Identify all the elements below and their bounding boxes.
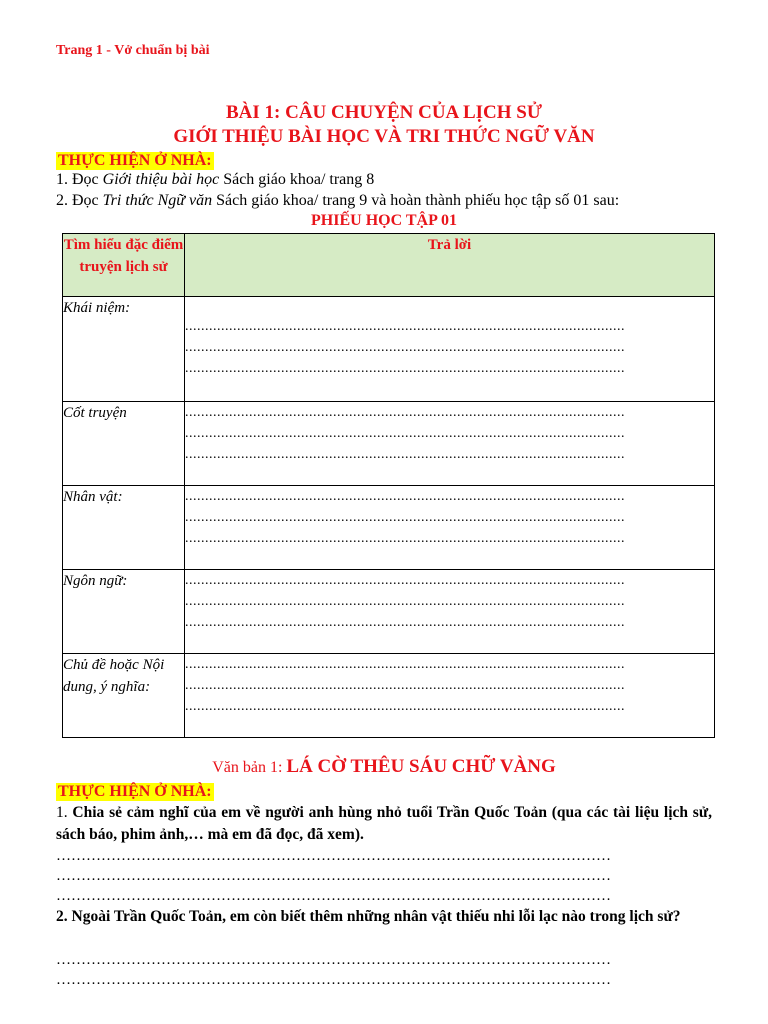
header-answer: Trả lời — [185, 234, 715, 297]
criteria-label: Ngôn ngữ: — [63, 570, 185, 654]
answer-dots: .............................................................................................................. — [185, 510, 625, 525]
answer-cell[interactable] — [185, 570, 715, 654]
table-row — [63, 570, 715, 654]
answer-dots: .............................................................................................................. — [185, 531, 625, 546]
table-row — [63, 654, 715, 738]
answer-cell[interactable] — [185, 402, 715, 486]
answer-dots: .............................................................................................................. — [185, 405, 625, 420]
table-row — [63, 486, 715, 570]
answer-line[interactable]: ………………………………………………………………………………………………… — [56, 888, 611, 904]
answer-cell[interactable] — [185, 654, 715, 738]
answer-dots: .............................................................................................................. — [185, 340, 625, 355]
answer-line[interactable]: ………………………………………………………………………………………………… — [56, 868, 611, 884]
lesson-subtitle: GIỚI THIỆU BÀI HỌC VÀ TRI THỨC NGỮ VĂN — [173, 126, 595, 147]
instruction-1: 1. Đọc Giới thiệu bài học Sách giáo khoa/ trang 8 — [56, 171, 375, 188]
answer-line[interactable]: ………………………………………………………………………………………………… — [56, 972, 611, 988]
worksheet-table — [62, 233, 715, 738]
page-tag: Trang 1 - Vở chuẩn bị bài — [56, 43, 210, 58]
answer-line[interactable]: ………………………………………………………………………………………………… — [56, 952, 611, 968]
worksheet-header-row — [63, 234, 715, 297]
criteria-label: Khái niệm: — [63, 297, 185, 402]
worksheet-title: PHIẾU HỌC TẬP 01 — [311, 212, 457, 229]
table-row — [63, 297, 715, 402]
question-1: 1. Chia sẻ cảm nghĩ của em về người anh hùng nhỏ tuổi Trần Quốc Toản (qua các tài liệu lịch sử, sách báo, phim ảnh,… mà em đã đọc, đã xem). — [56, 804, 712, 843]
home-task-label: THỰC HIỆN Ở NHÀ: — [58, 152, 212, 169]
criteria-label: Cốt truyện — [63, 402, 185, 486]
answer-dots: .............................................................................................................. — [185, 594, 625, 609]
answer-dots: .............................................................................................................. — [185, 426, 625, 441]
answer-cell[interactable] — [185, 486, 715, 570]
answer-dots: .............................................................................................................. — [185, 699, 625, 714]
answer-dots: .............................................................................................................. — [185, 657, 625, 672]
header-criteria: Tìm hiểu đặc điểm truyện lịch sử — [63, 234, 185, 297]
answer-cell[interactable] — [185, 297, 715, 402]
answer-dots: .............................................................................................................. — [185, 319, 625, 334]
table-row — [63, 402, 715, 486]
answer-dots: .............................................................................................................. — [185, 361, 625, 376]
answer-dots: .............................................................................................................. — [185, 489, 625, 504]
criteria-label: Nhân vật: — [63, 486, 185, 570]
answer-dots: .............................................................................................................. — [185, 678, 625, 693]
answer-dots: .............................................................................................................. — [185, 573, 625, 588]
text1-title: Văn bản 1: LÁ CỜ THÊU SÁU CHỮ VÀNG — [212, 756, 556, 777]
criteria-label: Chủ đề hoặc Nội dung, ý nghĩa: — [63, 654, 185, 738]
question-2: 2. Ngoài Trần Quốc Toản, em còn biết thêm những nhân vật thiếu nhi lỗi lạc nào trong lịch sử? — [56, 908, 681, 925]
answer-line[interactable]: ………………………………………………………………………………………………… — [56, 848, 611, 864]
lesson-title: BÀI 1: CÂU CHUYỆN CỦA LỊCH SỬ — [226, 102, 542, 123]
answer-dots: .............................................................................................................. — [185, 615, 625, 630]
instruction-2: 2. Đọc Tri thức Ngữ văn Sách giáo khoa/ trang 9 và hoàn thành phiếu học tập số 01 sau: — [56, 192, 620, 209]
answer-dots: .............................................................................................................. — [185, 447, 625, 462]
home-task-label-2: THỰC HIỆN Ở NHÀ: — [58, 783, 212, 800]
